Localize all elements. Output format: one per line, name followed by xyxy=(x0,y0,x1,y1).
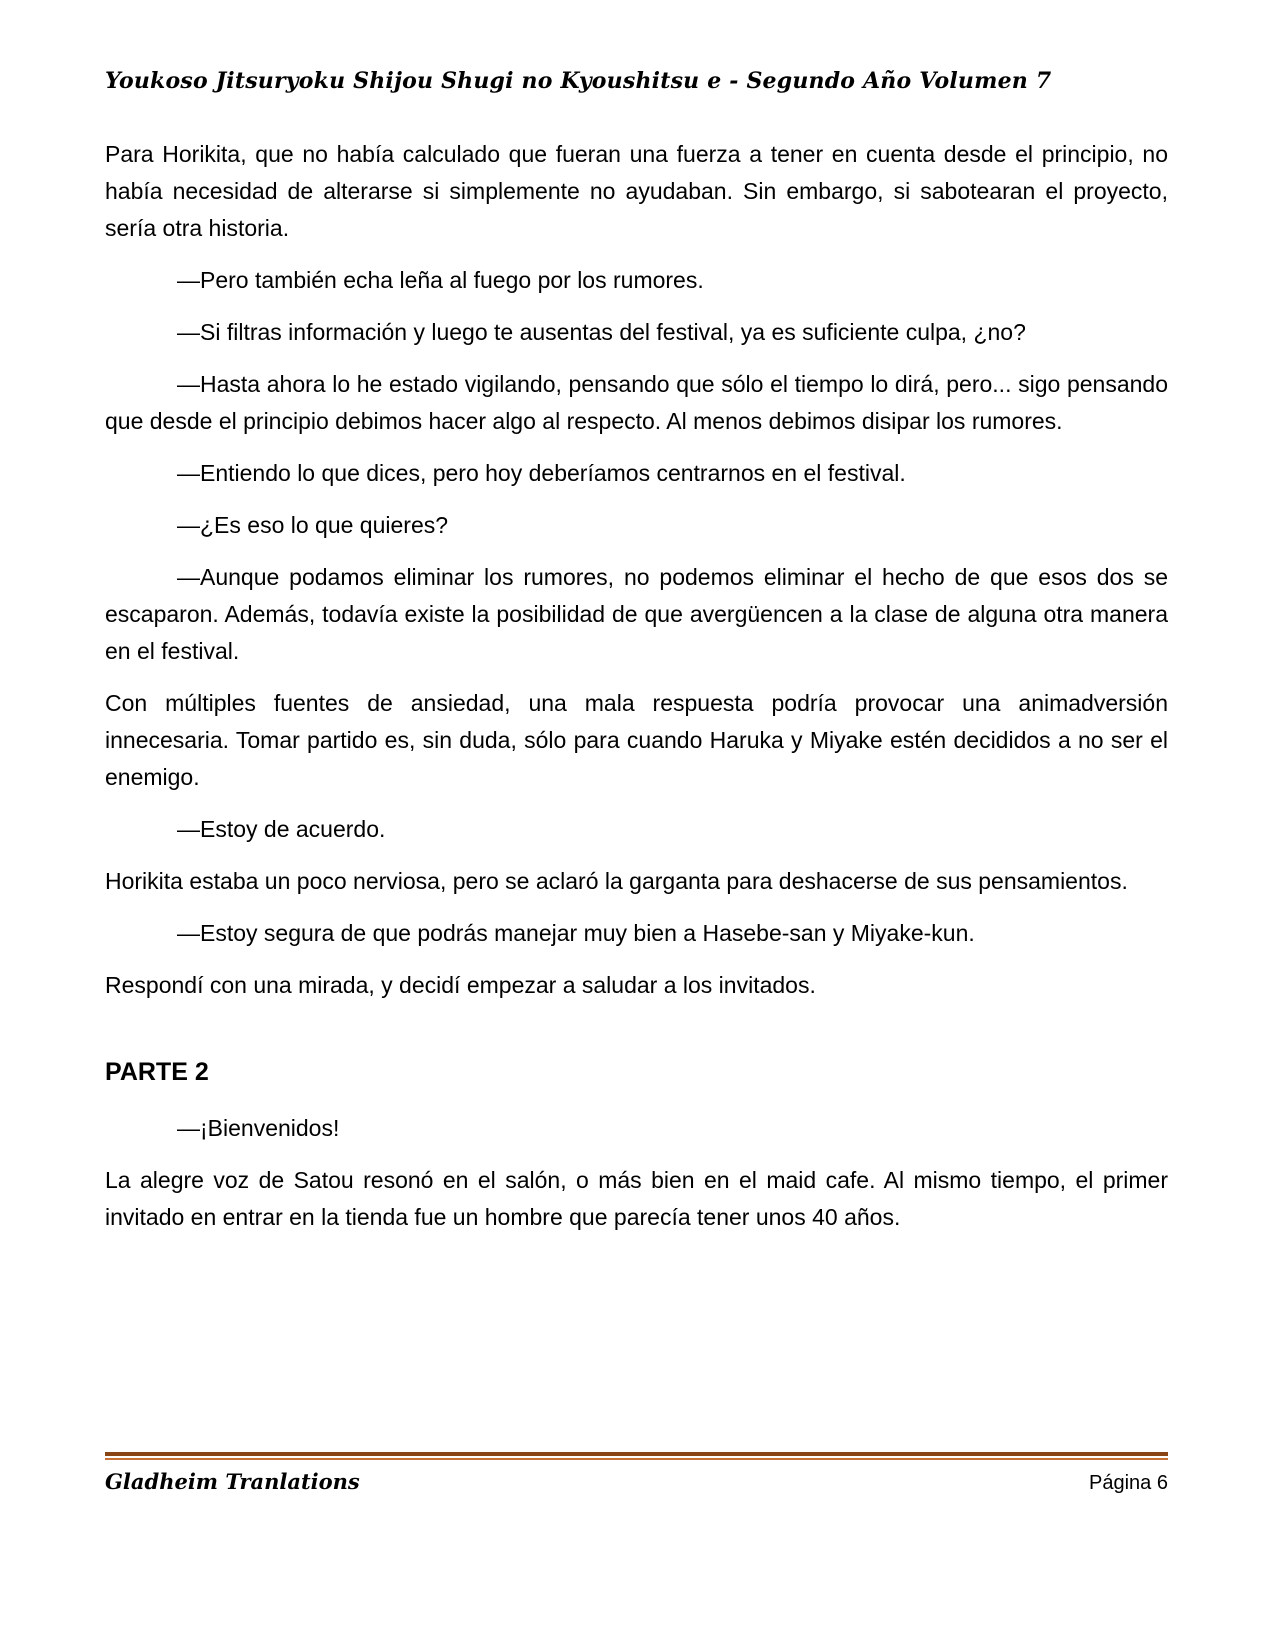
paragraph: —Si filtras información y luego te ausentas del festival, ya es suficiente culpa, ¿no? xyxy=(177,319,1026,345)
paragraph: Con múltiples fuentes de ansiedad, una mala respuesta podría provocar una animadversión innecesaria. Tomar partido es, sin duda, sólo para cuando Haruka y Miyake estén decididos a no ser el enemigo. xyxy=(105,690,1168,790)
footer-page-number: Página 6 xyxy=(1089,1472,1168,1494)
paragraph: —Estoy de acuerdo. xyxy=(177,816,386,842)
paragraph: Respondí con una mirada, y decidí empezar a saludar a los invitados. xyxy=(105,972,816,998)
paragraph: —Estoy segura de que podrás manejar muy bien a Hasebe-san y Miyake-kun. xyxy=(177,920,975,946)
header-title: Youkoso Jitsuryoku Shijou Shugi no Kyoushitsu e - Segundo Año Volumen 7 xyxy=(105,68,1052,94)
paragraph: —¡Bienvenidos! xyxy=(177,1115,340,1141)
section-heading: PARTE 2 xyxy=(105,1058,209,1086)
document-header xyxy=(105,68,1170,94)
footer-rule xyxy=(105,1452,1168,1460)
document-body xyxy=(105,136,1168,1251)
document-footer xyxy=(105,1452,1168,1495)
paragraph: —Hasta ahora lo he estado vigilando, pensando que sólo el tiempo lo dirá, pero... sigo pensando que desde el principio debimos hacer algo al respecto. Al menos debimos disipar los rumores. xyxy=(105,371,1168,434)
paragraph: Horikita estaba un poco nerviosa, pero se aclaró la garganta para deshacerse de sus pensamientos. xyxy=(105,868,1128,894)
paragraph: —Entiendo lo que dices, pero hoy deberíamos centrarnos en el festival. xyxy=(177,460,906,486)
paragraph: —Aunque podamos eliminar los rumores, no podemos eliminar el hecho de que esos dos se escaparon. Además, todavía existe la posibilidad de que avergüencen a la clase de alguna otra manera en el festival. xyxy=(105,564,1168,664)
paragraph: La alegre voz de Satou resonó en el salón, o más bien en el maid cafe. Al mismo tiempo, el primer invitado en entrar en la tienda fue un hombre que parecía tener unos 40 años. xyxy=(105,1167,1168,1230)
footer-rule-thin xyxy=(105,1458,1168,1460)
footer-rule-thick xyxy=(105,1452,1168,1456)
paragraph: Para Horikita, que no había calculado que fueran una fuerza a tener en cuenta desde el principio, no había necesidad de alterarse si simplemente no ayudaban. Sin embargo, si sabotearan el proyecto, sería otra historia. xyxy=(105,141,1168,241)
paragraph: —¿Es eso lo que quieres? xyxy=(177,512,449,538)
footer-translator-credit: Gladheim Tranlations xyxy=(105,1469,360,1494)
footer-row xyxy=(105,1469,1168,1495)
paragraph: —Pero también echa leña al fuego por los rumores. xyxy=(177,267,704,293)
